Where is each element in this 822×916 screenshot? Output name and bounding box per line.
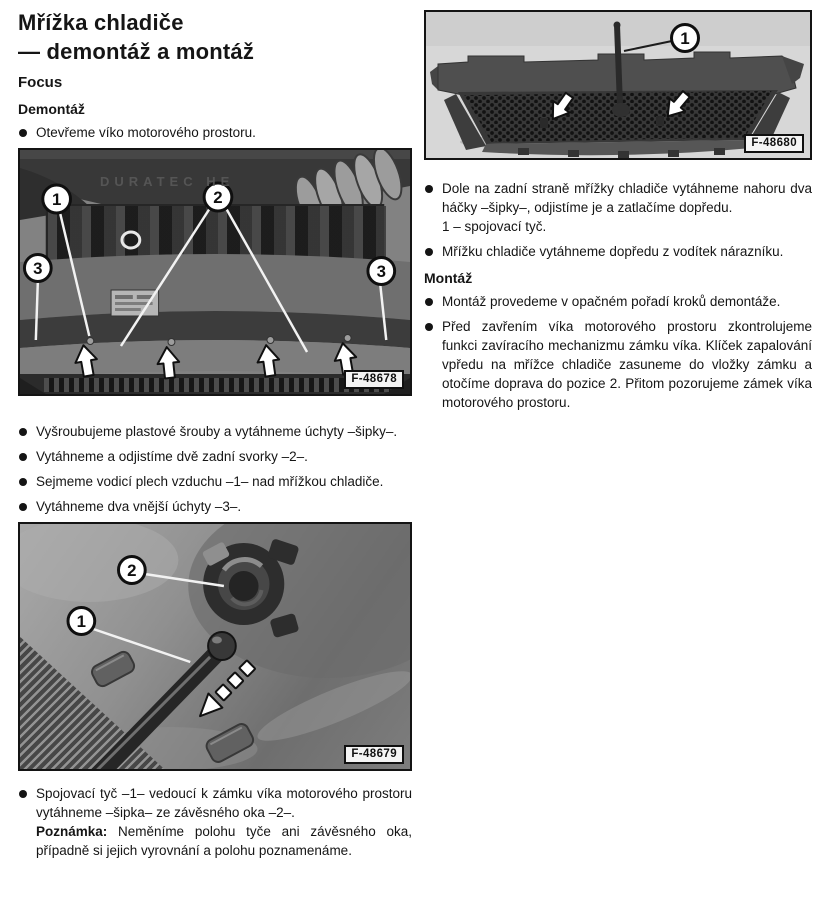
callout-3-left-badge bbox=[24, 255, 51, 282]
up-arrow-icon bbox=[73, 343, 100, 377]
bullet-text: Otevřeme víko motorového prostoru. bbox=[36, 125, 256, 140]
figure-rod-closeup-photo bbox=[18, 522, 412, 771]
page-title-line1: Mřížka chladiče bbox=[18, 10, 184, 35]
svg-text:1: 1 bbox=[680, 29, 690, 48]
bullet-text bbox=[442, 179, 812, 236]
retaining-eye-clip bbox=[202, 538, 300, 638]
callout-1-badge bbox=[68, 608, 95, 635]
removal-first-item: 1 – spojovací tyč. bbox=[442, 219, 547, 234]
callout-1-badge bbox=[43, 185, 71, 213]
page-title bbox=[18, 8, 412, 66]
panel-pad bbox=[90, 649, 137, 688]
figure-label: F-48679 bbox=[344, 745, 404, 764]
intro-bullet-list bbox=[18, 123, 412, 142]
bullet-dot bbox=[19, 129, 27, 137]
svg-text:2: 2 bbox=[127, 560, 137, 581]
rod-bullet-text: Spojovací tyč –1– vedoucí k zámku víka motorového prostoru vytáhneme –šipka– ze závěsného oka –2–. bbox=[36, 786, 412, 820]
bullet-dot bbox=[19, 503, 27, 511]
list-item bbox=[18, 497, 412, 516]
bullet-text: Sejmeme vodicí plech vzduchu –1– nad mřížkou chladiče. bbox=[36, 474, 384, 489]
bullet-text: Vytáhneme dva vnější úchyty –3–. bbox=[36, 499, 242, 514]
list-item bbox=[18, 422, 412, 441]
note-label: Poznámka: bbox=[36, 824, 108, 839]
bullet-dot bbox=[425, 323, 433, 331]
installation-list bbox=[424, 292, 812, 412]
bullet-text: Vyšroubujeme plastové šrouby a vytáhneme úchyty –šipky–. bbox=[36, 424, 398, 439]
list-item bbox=[424, 179, 812, 236]
callout-3-right-badge bbox=[368, 258, 395, 285]
svg-text:1: 1 bbox=[51, 189, 62, 210]
page-title-line2: — demontáž a montáž bbox=[18, 39, 255, 64]
bullet-dot bbox=[19, 478, 27, 486]
list-item bbox=[424, 292, 812, 311]
bullet-dot bbox=[425, 248, 433, 256]
svg-text:3: 3 bbox=[376, 261, 386, 282]
list-item bbox=[18, 447, 412, 466]
figure-label: F-48680 bbox=[744, 134, 804, 153]
section-heading-demontaz: Demontáž bbox=[18, 101, 85, 117]
bullet-text bbox=[36, 784, 412, 860]
left-column bbox=[18, 8, 412, 866]
list-item bbox=[424, 242, 812, 261]
bullet-text: Vytáhneme a odjistíme dvě zadní svorky –2–. bbox=[36, 449, 308, 464]
up-arrow-icon bbox=[255, 344, 281, 378]
list-item bbox=[18, 123, 412, 142]
bullet-text: Montáž provedeme v opačném pořadí kroků demontáže. bbox=[442, 294, 781, 309]
list-item bbox=[424, 317, 812, 412]
bullet-dot bbox=[19, 790, 27, 798]
svg-text:2: 2 bbox=[213, 187, 223, 208]
rod-closeup-parts bbox=[20, 524, 410, 769]
connecting-rod bbox=[612, 22, 630, 118]
panel-pad bbox=[204, 722, 255, 765]
list-item bbox=[18, 784, 412, 860]
up-arrow-icon bbox=[156, 346, 181, 379]
removal-steps-list bbox=[18, 422, 412, 516]
bullet-dot bbox=[425, 298, 433, 306]
section-heading-montaz: Montáž bbox=[424, 270, 473, 286]
svg-text:1: 1 bbox=[76, 611, 87, 632]
down-arrow-icon bbox=[660, 88, 694, 123]
down-arrow-icon bbox=[545, 90, 578, 125]
model-name: Focus bbox=[18, 74, 63, 91]
callout-1-badge bbox=[672, 25, 699, 52]
grille-removal-list bbox=[424, 179, 812, 261]
right-column bbox=[424, 10, 812, 418]
figure-grille-photo bbox=[424, 10, 812, 160]
figure-label: F-48678 bbox=[344, 370, 404, 389]
bullet-text: Před zavřením víka motorového prostoru zkontrolujeme funkci zavíracího mechanizmu zámku víka. Klíček zapalování vpředu na mřížce chladiče zasuneme do vložky zámku a otočíme doprava do pozice 2. Přitom pozorujeme zámek víka motorového prostoru. bbox=[442, 319, 812, 410]
engine-cover-text: DURATEC HE bbox=[100, 174, 235, 189]
list-item bbox=[18, 472, 412, 491]
bullet-dot bbox=[425, 185, 433, 193]
bullet-dot bbox=[19, 453, 27, 461]
bullet-text: Mřížku chladiče vytáhneme dopředu z vodítek nárazníku. bbox=[442, 244, 784, 259]
removal-first-text: Dole na zadní straně mřížky chladiče vytáhneme nahoru dva háčky –šipky–, odjistíme je a zatlačíme dopředu. bbox=[442, 181, 812, 215]
bullet-dot bbox=[19, 428, 27, 436]
note-text: Neměníme polohu tyče ani závěsného oka, případně si jejich vyrovnání a polohu poznamenáme. bbox=[36, 824, 412, 858]
callout-2-badge bbox=[118, 557, 145, 584]
svg-text:3: 3 bbox=[33, 258, 43, 279]
figure-engine-bay-photo bbox=[18, 148, 412, 396]
rod-note-list bbox=[18, 784, 412, 860]
